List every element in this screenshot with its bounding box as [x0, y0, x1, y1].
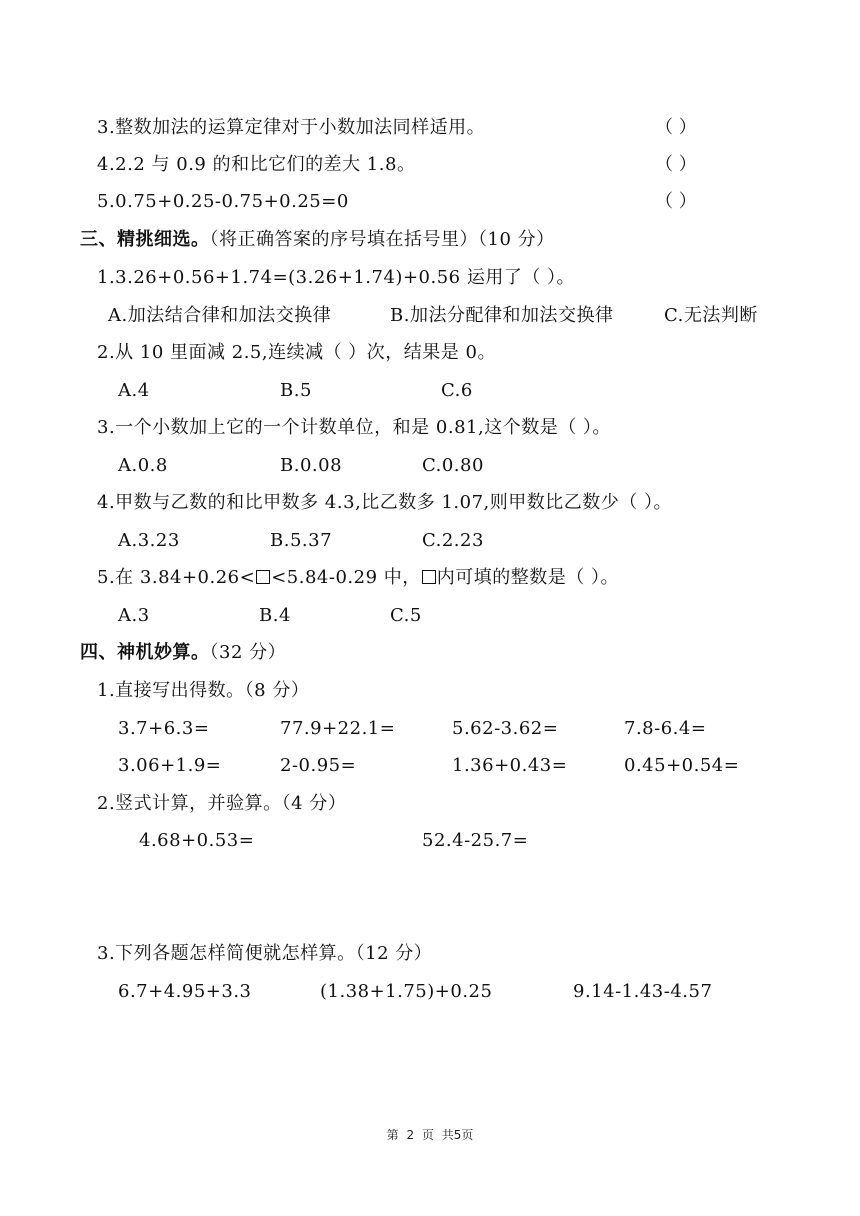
mc-q5-option-c[interactable]: C.5 [390, 605, 422, 626]
mc-q1-option-a[interactable]: A.加法结合律和加法交换律 [108, 305, 332, 326]
oral-calc-item[interactable]: 3.7+6.3= [118, 718, 210, 739]
tf-answer-paren-5[interactable]: （ ） [655, 191, 697, 212]
section-3-note: （将正确答案的序号填在括号里）（10 分） [209, 229, 555, 250]
mc-q5-stem-part1: 5.在 3.84+0.26< [97, 567, 256, 588]
mc-q2-option-b[interactable]: B.5 [280, 380, 312, 401]
mc-q4-option-b[interactable]: B.5.37 [270, 530, 333, 551]
oral-calc-item[interactable]: 77.9+22.1= [280, 718, 396, 739]
tf-answer-paren-3[interactable]: （ ） [655, 117, 697, 138]
simplify-calc-item[interactable]: (1.38+1.75)+0.25 [320, 981, 493, 1002]
calc-q1-label: 1.直接写出得数。（8 分） [97, 680, 310, 701]
mc-question-2: 2.从 10 里面减 2.5,连续减（ ）次，结果是 0。 [97, 342, 496, 363]
calc-q2-label: 2.竖式计算，并验算。（4 分） [97, 793, 347, 814]
mc-q3-option-a[interactable]: A.0.8 [118, 455, 168, 476]
calc-q3-label: 3.下列各题怎样简便就怎样算。（12 分） [97, 943, 433, 964]
mc-q5-stem-part3: 内可填的整数是（ ）。 [436, 567, 619, 588]
section-3-title: 三、精挑细选。 [80, 229, 210, 250]
mc-q5-option-a[interactable]: A.3 [118, 605, 150, 626]
mc-question-4: 4.甲数与乙数的和比甲数多 4.3,比乙数多 1.07,则甲数比乙数少（ ）。 [97, 492, 672, 513]
blank-box-icon [256, 570, 270, 584]
simplify-calc-item[interactable]: 6.7+4.95+3.3 [118, 981, 252, 1002]
mc-q2-option-c[interactable]: C.6 [441, 380, 473, 401]
mc-question-1: 1.3.26+0.56+1.74=(3.26+1.74)+0.56 运用了（ ）。 [97, 267, 576, 288]
section-3-heading [80, 228, 555, 252]
mc-q3-option-c[interactable]: C.0.80 [422, 455, 484, 476]
oral-calc-item[interactable]: 0.45+0.54= [624, 755, 740, 776]
tf-question-4: 4.2.2 与 0.9 的和比它们的差大 1.8。 [97, 154, 416, 175]
tf-answer-paren-4[interactable]: （ ） [655, 154, 697, 175]
oral-calc-item[interactable]: 2-0.95= [280, 755, 357, 776]
mc-q3-option-b[interactable]: B.0.08 [280, 455, 343, 476]
section-4-heading [80, 641, 286, 665]
oral-calc-item[interactable]: 5.62-3.62= [452, 718, 559, 739]
mc-q5-stem-part2: <5.84-0.29 中， [271, 567, 421, 588]
oral-calc-item[interactable]: 3.06+1.9= [118, 755, 222, 776]
tf-question-5: 5.0.75+0.25-0.75+0.25=0 [97, 191, 349, 212]
mc-question-3: 3.一个小数加上它的一个计数单位，和是 0.81,这个数是（ ）。 [97, 417, 611, 438]
mc-q4-option-a[interactable]: A.3.23 [118, 530, 180, 551]
mc-q1-option-c[interactable]: C.无法判断 [664, 305, 758, 326]
mc-q4-option-c[interactable]: C.2.23 [422, 530, 484, 551]
mc-q5-option-b[interactable]: B.4 [259, 605, 291, 626]
tf-question-3: 3.整数加法的运算定律对于小数加法同样适用。 [97, 117, 486, 138]
oral-calc-item[interactable]: 1.36+0.43= [452, 755, 568, 776]
mc-question-5 [97, 566, 619, 590]
section-4-note: （32 分） [209, 642, 287, 663]
oral-calc-item[interactable]: 7.8-6.4= [624, 718, 707, 739]
page-footer: 第 2 页 共5页 [386, 1128, 474, 1142]
mc-q1-option-b[interactable]: B.加法分配律和加法交换律 [390, 305, 614, 326]
mc-q2-option-a[interactable]: A.4 [118, 380, 150, 401]
blank-box-icon [422, 570, 436, 584]
simplify-calc-item[interactable]: 9.14-1.43-4.57 [573, 981, 713, 1002]
section-4-title: 四、神机妙算。 [80, 642, 210, 663]
vertical-calc-item[interactable]: 4.68+0.53= [139, 830, 255, 851]
vertical-calc-item[interactable]: 52.4-25.7= [422, 830, 529, 851]
